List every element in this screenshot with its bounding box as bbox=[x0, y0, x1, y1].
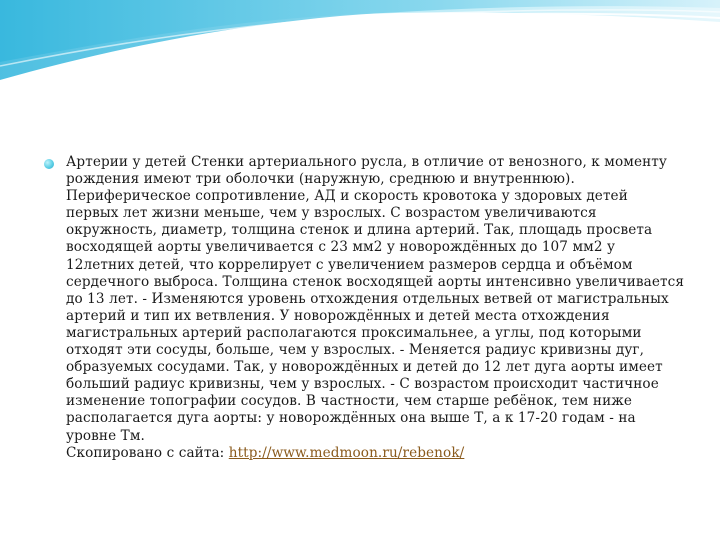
bullet-icon bbox=[44, 159, 54, 169]
paragraph-text: Артерии у детей Стенки артериального русла, в отличие от венозного, к моменту рождения имеют три оболочки (наружную, среднюю и внутреннюю). Периферическое сопротивление, АД и скорость кровотока у здоровых детей первых лет жизни меньше, чем у взрослых. С возрастом увеличиваются окружность, диаметр, толщина стенок и длина артерий. Так, площадь просвета восходящей аорты увеличивается с 23 мм2 у новорождённых до 107 мм2 у 12летних детей, что коррелирует с увеличением размеров сердца и объёмом сердечного выброса. Толщина стенок восходящей аорты интенсивно увеличивается до 13 лет. - Изменяются уровень отхождения отдельных ветвей от магистральных артерий и тип их ветвления. У новорождённых и детей места отхождения магистральных артерий располагаются проксимальнее, а углы, под которыми отходят эти сосуды, больше, чем у взрослых. - Меняется радиус кривизны дуг, образуемых сосудами. Так, у новорождённых и детей до 12 лет дуга аорты имеет больший радиус кривизны, чем у взрослых. - С возрастом происходит частичное изменение топографии сосудов. В частности, чем старше ребёнок, тем ниже располагается дуга аорты: у новорождённых она выше Т, а к 17-20 годам - на уровне Тм. bbox=[66, 154, 684, 444]
header-wave-decoration bbox=[0, 0, 720, 90]
source-link[interactable]: http://www.medmoon.ru/rebenok/ bbox=[228, 444, 465, 461]
source-prefix: Скопировано с сайта: bbox=[66, 444, 229, 461]
body-paragraph bbox=[66, 154, 684, 462]
slide-body bbox=[44, 154, 684, 462]
bullet-item bbox=[44, 154, 684, 462]
